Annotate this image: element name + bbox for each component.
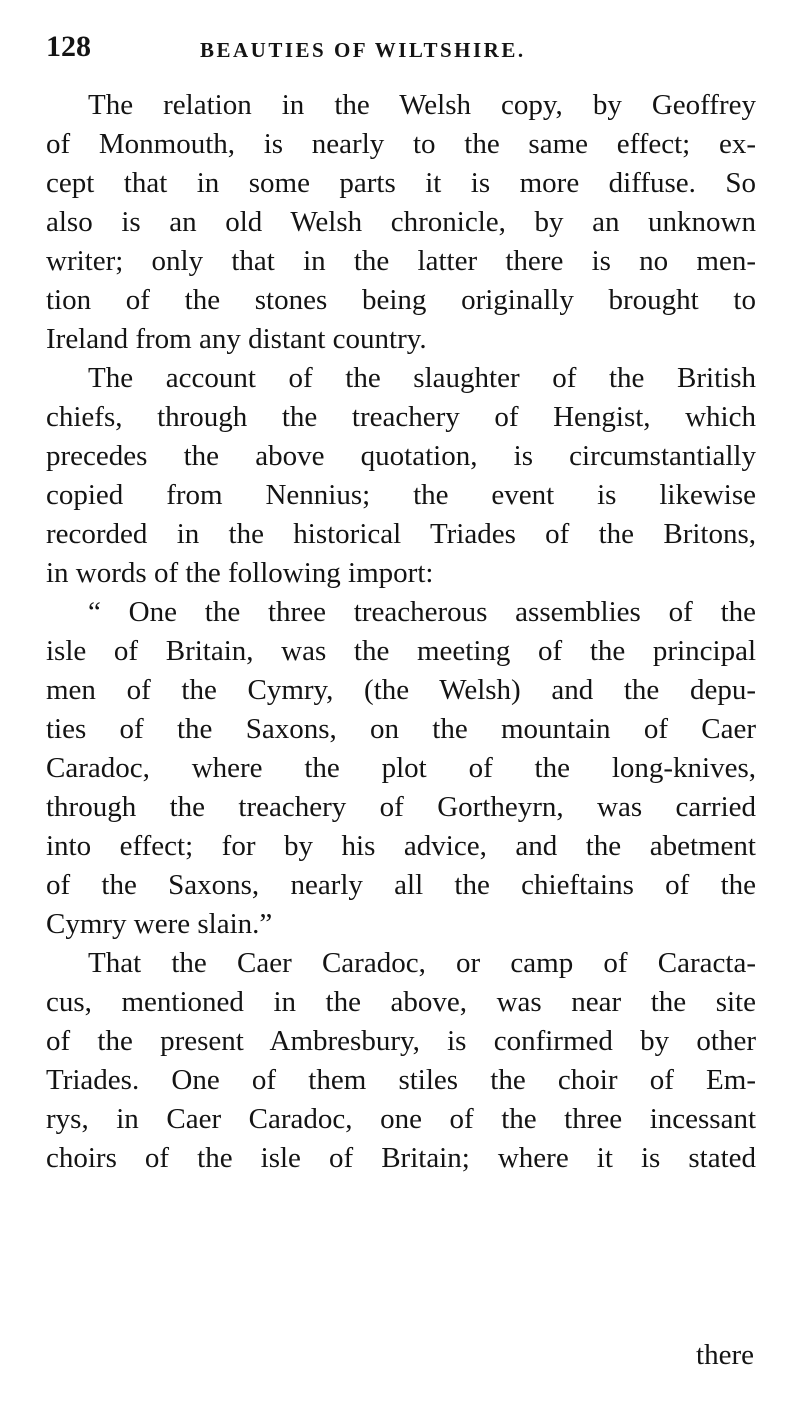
text-line: rys, in Caer Caradoc, one of the three incessant <box>46 1103 756 1135</box>
text-line: of Monmouth, is nearly to the same effect; ex- <box>46 128 756 160</box>
text-line: Caradoc, where the plot of the long-knives, <box>46 752 756 784</box>
catchword: there <box>696 1339 754 1371</box>
text-line: ties of the Saxons, on the mountain of Caer <box>46 713 756 745</box>
text-line: The relation in the Welsh copy, by Geoffrey <box>88 89 756 121</box>
text-line: cept that in some parts it is more diffuse. So <box>46 167 756 199</box>
text-line: writer; only that in the latter there is no men- <box>46 245 756 277</box>
running-title: BEAUTIES OF WILTSHIRE. <box>200 38 526 62</box>
text-line: cus, mentioned in the above, was near the site <box>46 986 756 1018</box>
page-number: 128 <box>46 30 91 63</box>
text-line: “ One the three treacherous assemblies of the <box>88 596 756 628</box>
text-line: also is an old Welsh chronicle, by an unknown <box>46 206 756 238</box>
text-line: isle of Britain, was the meeting of the principal <box>46 635 756 667</box>
text-line: That the Caer Caradoc, or camp of Caracta- <box>88 947 756 979</box>
body-text <box>46 86 756 1178</box>
text-line: through the treachery of Gortheyrn, was carried <box>46 791 756 823</box>
text-line: recorded in the historical Triades of the Britons, <box>46 518 756 550</box>
text-line: of the Saxons, nearly all the chieftains of the <box>46 869 756 901</box>
text-line: men of the Cymry, (the Welsh) and the depu- <box>46 674 756 706</box>
text-line: precedes the above quotation, is circumstantially <box>46 440 756 472</box>
text-line: Triades. One of them stiles the choir of Em- <box>46 1064 756 1096</box>
page-header <box>46 30 758 74</box>
text-line: in words of the following import: <box>46 557 434 589</box>
text-line: The account of the slaughter of the British <box>88 362 756 394</box>
text-line: of the present Ambresbury, is confirmed by other <box>46 1025 756 1057</box>
text-line: Cymry were slain.” <box>46 908 273 940</box>
text-line: copied from Nennius; the event is likewise <box>46 479 756 511</box>
text-line: tion of the stones being originally brought to <box>46 284 756 316</box>
text-line: into effect; for by his advice, and the abetment <box>46 830 756 862</box>
text-line: choirs of the isle of Britain; where it is stated <box>46 1142 756 1174</box>
text-line: chiefs, through the treachery of Hengist, which <box>46 401 756 433</box>
text-line: Ireland from any distant country. <box>46 323 427 355</box>
